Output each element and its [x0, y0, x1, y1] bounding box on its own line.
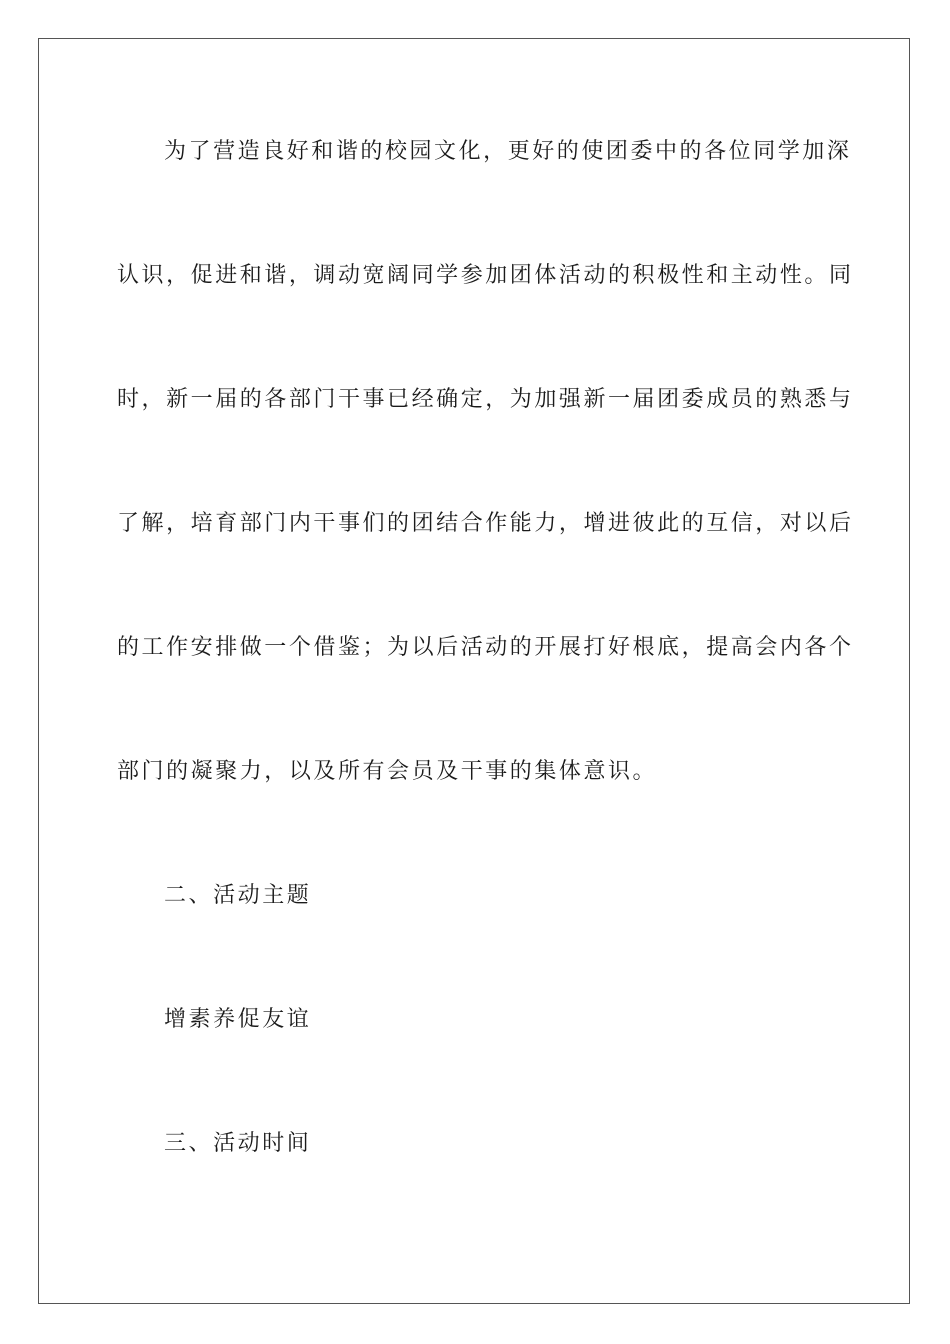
paragraph-line-3: 时，新一届的各部门干事已经确定，为加强新一届团委成员的熟悉与	[117, 387, 854, 412]
section-2-heading: 二、活动主题	[164, 883, 312, 908]
page-border	[38, 38, 910, 1304]
paragraph-line-2: 认识，促进和谐，调动宽阔同学参加团体活动的积极性和主动性。同	[117, 263, 854, 288]
section-2-body: 增素养促友谊	[164, 1007, 312, 1032]
section-3-heading: 三、活动时间	[164, 1131, 312, 1156]
paragraph-line-6: 部门的凝聚力，以及所有会员及干事的集体意识。	[117, 759, 658, 784]
paragraph-line-1: 为了营造良好和谐的校园文化，更好的使团委中的各位同学加深	[164, 139, 852, 164]
paragraph-line-5: 的工作安排做一个借鉴；为以后活动的开展打好根底，提高会内各个	[117, 635, 854, 660]
paragraph-line-4: 了解，培育部门内干事们的团结合作能力，增进彼此的互信，对以后	[117, 511, 854, 536]
